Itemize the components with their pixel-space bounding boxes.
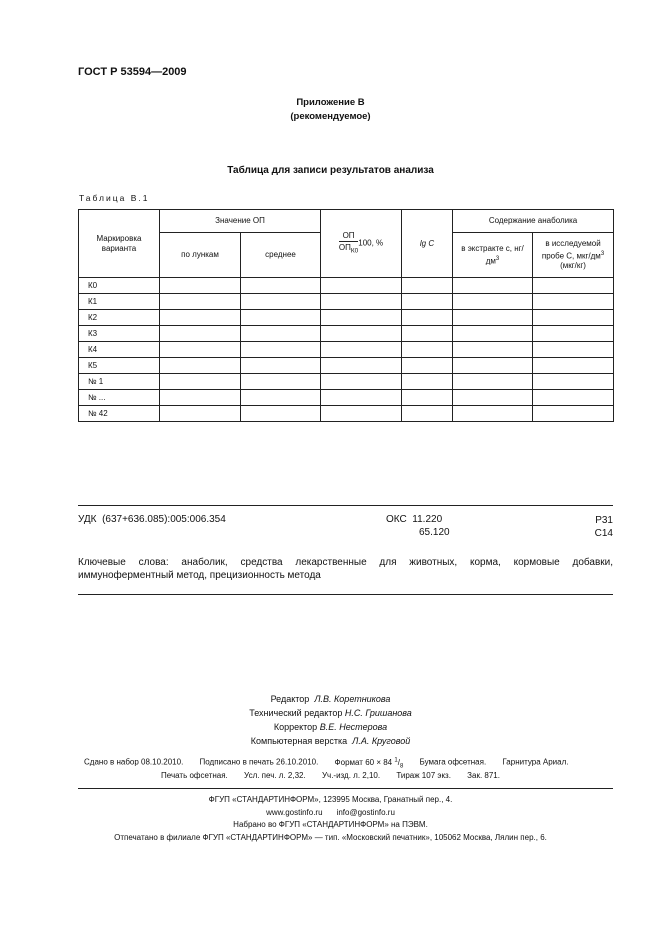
staff-tech-editor [0, 706, 661, 720]
staff-tech-editor-name: Н.С. Гришанова [344, 708, 412, 718]
staff-editor-name: Л.В. Коретникова [314, 694, 391, 704]
staff-tech-editor-label: Технический редактор [249, 708, 343, 718]
publisher-divider [78, 788, 613, 789]
publisher-address: ФГУП «СТАНДАРТИНФОРМ», 123995 Москва, Гранатный пер., 4. [208, 795, 453, 804]
header-marking: Маркировка варианта [79, 210, 160, 278]
oks-value-1: 11.220 [412, 514, 443, 525]
staff-layout-label: Компьютерная верстка [250, 736, 348, 746]
table-row [79, 406, 614, 422]
results-table [78, 209, 614, 422]
formula-denominator-text: ОП [338, 243, 351, 253]
oks-code [386, 514, 442, 525]
publisher-email[interactable]: info@gostinfo.ru [336, 807, 395, 817]
publisher-info [0, 794, 661, 844]
appendix-title: Приложение В [296, 97, 365, 108]
format-times: × [376, 757, 381, 767]
staff-corrector [0, 720, 661, 734]
format: Формат 60 × 84 $^1/_8$ [334, 757, 404, 770]
bottom-divider [78, 594, 613, 595]
staff-editor-label: Редактор [270, 694, 310, 704]
order-number: Зак. 871. [467, 771, 500, 780]
udc-value: (637+636.085):005:006.354 [102, 514, 226, 525]
signed-date: Подписано в печать 26.10.2010. [199, 757, 319, 767]
row-label: № 42 [79, 406, 160, 422]
table-row [79, 278, 614, 294]
row-label: К4 [79, 342, 160, 358]
header-by-wells: по лункам [160, 233, 241, 278]
classifier-codes [595, 514, 613, 540]
formula-denominator [339, 242, 358, 257]
document-header: ГОСТ Р 53594—2009 [78, 66, 187, 78]
publisher-website[interactable]: www.gostinfo.ru [266, 807, 323, 817]
udc-label: УДК [78, 514, 97, 525]
header-mean: среднее [241, 233, 321, 278]
header-content-group: Содержание анаболика [453, 210, 614, 233]
header-sample-sup: 3 [600, 250, 605, 257]
print-line-2 [0, 771, 661, 780]
header-extract-sup: 3 [495, 255, 500, 262]
header-op-formula [321, 210, 402, 278]
table-row [79, 326, 614, 342]
udc-code [78, 514, 226, 525]
table-row [79, 374, 614, 390]
header-lgc: lg C [402, 210, 453, 278]
row-label: К1 [79, 294, 160, 310]
print-line-1 [84, 757, 568, 769]
header-extract-text: в экстракте c, нг/дм [461, 243, 524, 266]
row-label: № 1 [79, 374, 160, 390]
format-fraction-denominator: 8 [399, 763, 404, 770]
row-label: К5 [79, 358, 160, 374]
table-row [79, 294, 614, 310]
staff-corrector-label: Корректор [273, 722, 318, 732]
editorial-staff [0, 692, 661, 748]
oks-label: ОКС [386, 514, 407, 525]
accounting-sheets: Уч.-изд. л. 2,10. [321, 771, 381, 780]
header-sample-text: в исследуемой пробе С, мкг/дм [541, 238, 601, 261]
header-sample-unit: (мкг/кг) [560, 261, 586, 271]
conditional-sheets: Усл. печ. л. 2,32. [244, 771, 306, 780]
typeset-date: Сдано в набор 08.10.2010. [84, 757, 184, 767]
formula-suffix: 100, % [358, 238, 384, 248]
typesetting-note: Набрано во ФГУП «СТАНДАРТИНФОРМ» на ПЭВМ. [233, 820, 428, 829]
staff-layout [0, 734, 661, 748]
top-divider [78, 505, 613, 506]
staff-editor [0, 692, 661, 706]
header-sample [533, 233, 614, 278]
row-label: К3 [79, 326, 160, 342]
table-caption: Таблица В.1 [79, 193, 150, 203]
section-title: Таблица для записи результатов анализа [227, 165, 434, 176]
formula-subscript: К0 [350, 247, 359, 255]
table-row [79, 342, 614, 358]
formula-numerator: ОП [339, 230, 358, 242]
row-label: К0 [79, 278, 160, 294]
header-op-group: Значение ОП [160, 210, 321, 233]
staff-corrector-name: В.Е. Нестерова [319, 722, 388, 732]
publisher-contacts [0, 807, 661, 820]
appendix-note: (рекомендуемое) [290, 111, 371, 122]
print-run: Тираж 107 экз. [396, 771, 451, 780]
paper-type: Бумага офсетная. [419, 757, 487, 767]
classifier-code-1: Р31 [595, 515, 613, 526]
printing-note: Отпечатано в филиале ФГУП «СТАНДАРТИНФОРМ» — тип. «Московский печатник», 105062 Москва, Лялин пер., 6. [114, 832, 547, 842]
staff-layout-name: Л.А. Круговой [352, 736, 411, 746]
keywords [78, 556, 613, 582]
print-method: Печать офсетная. [161, 771, 228, 780]
row-label: К2 [79, 310, 160, 326]
table-row [79, 358, 614, 374]
appendix-heading [0, 96, 661, 124]
format-value: 84 [383, 757, 393, 767]
typeface: Гарнитура Ариал. [502, 757, 569, 767]
keywords-label: Ключевые слова: [78, 557, 169, 568]
header-extract [453, 233, 533, 278]
keywords-text: анаболик, средства лекарственные для животных, корма, кормовые добавки, иммуноферментный метод, прецизионность метода [78, 557, 613, 581]
classifier-code-2: С14 [594, 528, 613, 539]
oks-value-2: 65.120 [419, 527, 450, 538]
format-label: Формат 60 [334, 757, 375, 767]
formula-fraction [339, 230, 358, 257]
table-row [79, 310, 614, 326]
row-label: № ... [79, 390, 160, 406]
format-fraction-numerator: 1 [394, 757, 398, 763]
table-row [79, 390, 614, 406]
